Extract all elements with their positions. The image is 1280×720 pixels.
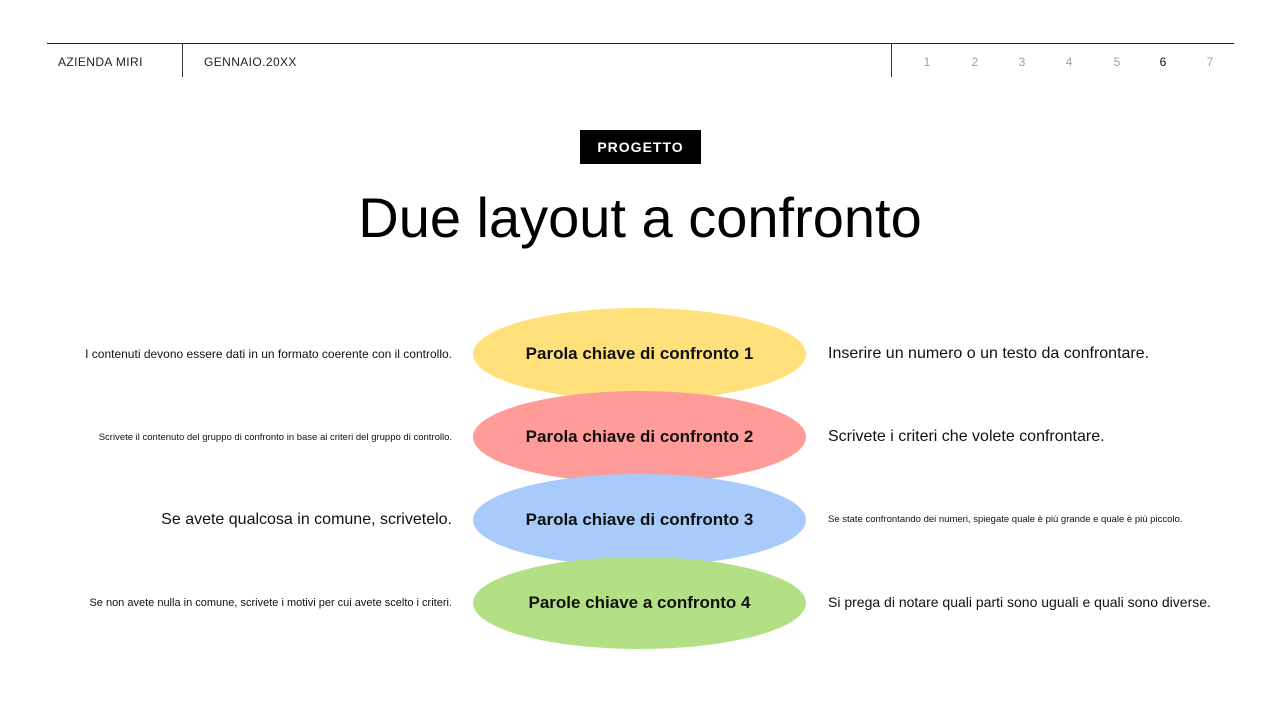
right-description-4: Si prega di notare quali parti sono uguali e quali sono diverse.	[828, 594, 1211, 610]
keyword-ellipse-2: Parola chiave di confronto 2	[473, 391, 806, 483]
keyword-ellipse-3: Parola chiave di confronto 3	[473, 474, 806, 566]
page-number-7[interactable]: 7	[1206, 55, 1214, 69]
left-description-2: Scrivete il contenuto del gruppo di confronto in base ai criteri del gruppo di controllo.	[98, 432, 452, 443]
left-description-3: Se avete qualcosa in comune, scrivetelo.	[161, 511, 452, 528]
page-number-1[interactable]: 1	[923, 55, 931, 69]
company-name: AZIENDA MIRI	[58, 55, 143, 69]
page-title: Due layout a confronto	[358, 186, 922, 249]
page-number-5[interactable]: 5	[1113, 55, 1121, 69]
page-number-6-current[interactable]: 6	[1159, 55, 1167, 69]
page-number-3[interactable]: 3	[1018, 55, 1026, 69]
header-divider	[891, 44, 892, 77]
header-bar	[47, 43, 1234, 77]
left-description-1: I contenuti devono essere dati in un formato coerente con il controllo.	[85, 347, 452, 361]
right-description-1: Inserire un numero o un testo da confrontare.	[828, 345, 1150, 362]
page-number-2[interactable]: 2	[971, 55, 979, 69]
section-badge: PROGETTO	[580, 130, 701, 164]
page-number-4[interactable]: 4	[1065, 55, 1073, 69]
header-date: GENNAIO.20XX	[204, 55, 297, 69]
keyword-ellipse-1: Parola chiave di confronto 1	[473, 308, 806, 400]
right-description-2: Scrivete i criteri che volete confrontare.	[828, 428, 1105, 445]
left-description-4: Se non avete nulla in comune, scrivete i motivi per cui avete scelto i criteri.	[89, 597, 452, 609]
header-divider	[182, 44, 183, 77]
keyword-ellipse-4: Parole chiave a confronto 4	[473, 557, 806, 649]
right-description-3: Se state confrontando dei numeri, spiegate quale è più grande e quale è più piccolo.	[828, 514, 1183, 525]
